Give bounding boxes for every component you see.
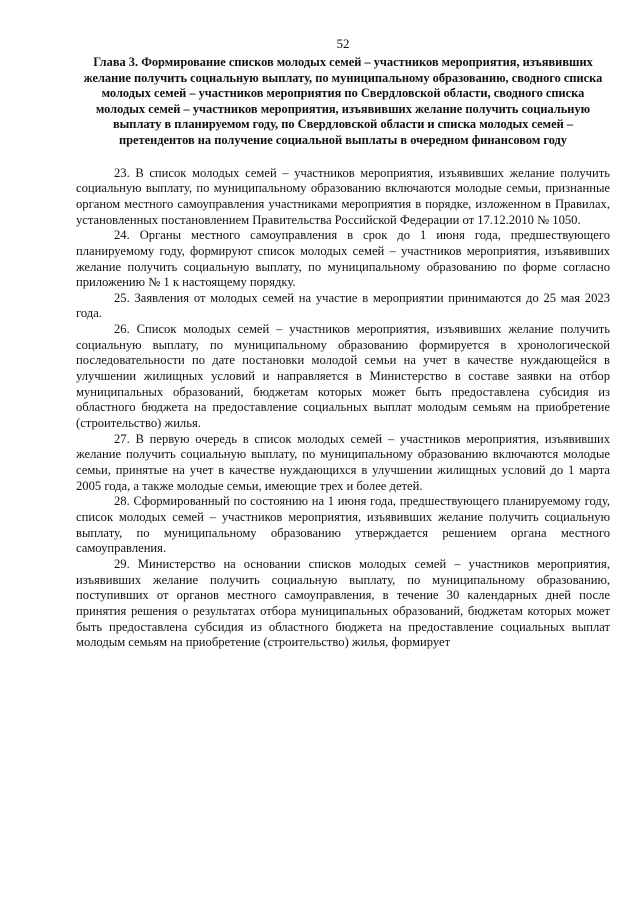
paragraph-29: 29. Министерство на основании списков молодых семей – участников мероприятия, изъявивших желание получить социальную выплату, по муниципальному образованию, поступивших от органов местного самоуправления, в течение 30 календарных дней после принятия решения о результатах отбора муниципальных образований, бюджетам которых может быть предоставлена субсидия из областного бюджета на предоставление социальных выплат молодым семьям на приобретение (строительство) жилья, формирует — [76, 556, 610, 650]
page-number: 52 — [336, 36, 350, 51]
chapter-title: Глава 3. Формирование списков молодых семей – участников мероприятия, изъявивших желание получить социальную выплату, по муниципальному образованию, сводного списка молодых семей – участников мероприятия по Свердловской области, сводного списка молодых семей – участников мероприятия, изъявивших желание получить социальную выплату в планируемом году, по Свердловской области и списка молодых семей – претендентов на получение социальной выплаты в очередном финансовом году — [83, 55, 603, 147]
paragraph-24: 24. Органы местного самоуправления в срок до 1 июня года, предшествующего планируемому году, формируют список молодых семей – участников мероприятия, изъявивших желание получить социальную выплату, по муниципальному образованию по форме согласно приложению № 1 к настоящему порядку. — [76, 228, 610, 290]
paragraph-27: 27. В первую очередь в список молодых семей – участников мероприятия, изъявивших желание получить социальную выплату, по муниципальному образованию включаются молодые семьи, принятые на учет в качестве нуждающихся в улучшении жилищных условий до 1 марта 2005 года, а также молодые семьи, имеющие трех и более детей. — [76, 431, 610, 493]
document-page — [76, 36, 610, 651]
paragraph-25: 25. Заявления от молодых семей на участие в мероприятии принимаются до 25 мая 2023 года. — [76, 290, 610, 321]
paragraph-26: 26. Список молодых семей – участников мероприятия, изъявивших желание получить социальную выплату, по муниципальному образованию формируется в хронологической последовательности по дате постановки молодой семьи на учет в качестве нуждающейся в улучшении жилищных условий и направляется в Министерство в составе заявки на отбор муниципальных образований, бюджетам которых может быть предоставлена субсидия из областного бюджета на предоставление социальных выплат молодым семьям на приобретение (строительство) жилья. — [76, 322, 610, 431]
paragraph-28: 28. Сформированный по состоянию на 1 июня года, предшествующего планируемому году, список молодых семей – участников мероприятия, изъявивших желание получить социальную выплату, по муниципальному образованию утверждается решением органа местного самоуправления. — [76, 494, 610, 556]
body-text — [76, 166, 610, 651]
paragraph-23: 23. В список молодых семей – участников мероприятия, изъявивших желание получить социальную выплату, по муниципальному образованию включаются молодые семьи, признанные органом местного самоуправления участниками мероприятия в порядке, изложенном в Правилах, установленных постановлением Правительства Российской Федерации от 17.12.2010 № 1050. — [76, 165, 610, 227]
